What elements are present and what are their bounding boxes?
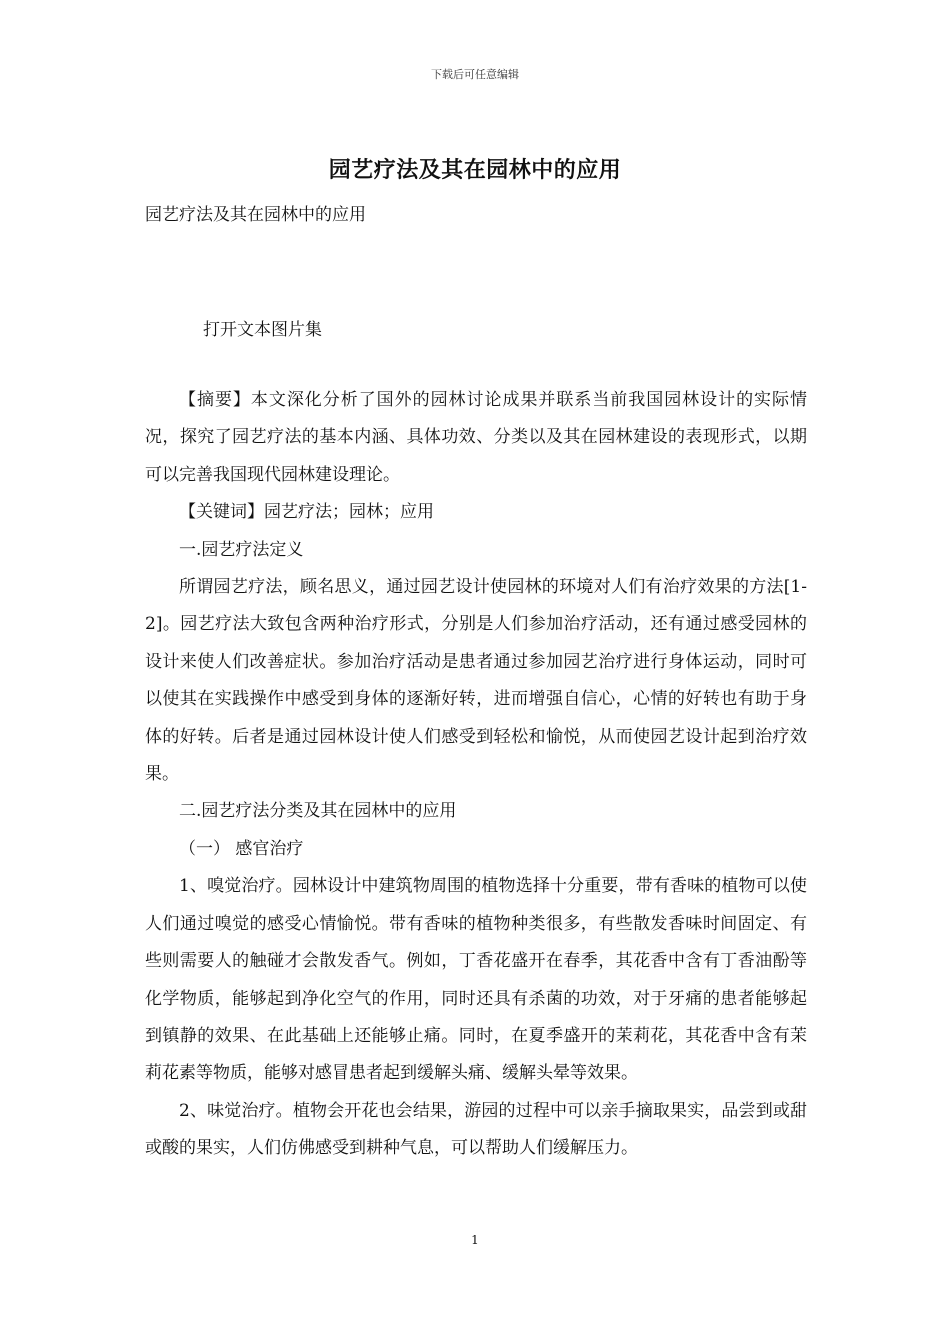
document-body xyxy=(145,382,807,1168)
abstract-paragraph: 【摘要】本文深化分析了国外的园林讨论成果并联系当前我国园林设计的实际情况，探究了园艺疗法的基本内涵、具体功效、分类以及其在园林建设的表现形式，以期可以完善我国现代园林建设理论。 xyxy=(145,390,807,485)
open-image-gallery-link[interactable]: 打开文本图片集 xyxy=(203,320,322,340)
document-title: 园艺疗法及其在园林中的应用 xyxy=(328,157,622,183)
section-heading-classification: 二.园艺疗法分类及其在园林中的应用 xyxy=(179,801,457,822)
section-heading-definition: 一.园艺疗法定义 xyxy=(179,539,304,560)
keywords-paragraph: 【关键词】园艺疗法；园林；应用 xyxy=(179,502,434,523)
taste-therapy-paragraph: 2、味觉治疗。植物会开花也会结果，游园的过程中可以亲手摘取果实，品尝到或甜或酸的果实，人们仿佛感受到耕种气息，可以帮助人们缓解压力。 xyxy=(145,1100,807,1159)
document-subtitle: 园艺疗法及其在园林中的应用 xyxy=(145,205,366,225)
smell-therapy-paragraph: 1、嗅觉治疗。园林设计中建筑物周围的植物选择十分重要，带有香味的植物可以使人们通过嗅觉的感受心情愉悦。带有香味的植物种类很多，有些散发香味时间固定、有些则需要人的触碰才会散发香气。例如，丁香花盛开在春季，其花香中含有丁香油酚等化学物质，能够起到净化空气的作用，同时还具有杀菌的功效，对于牙痛的患者能够起到镇静的效果、在此基础上还能够止痛。同时，在夏季盛开的茉莉花，其花香中含有茉莉花素等物质，能够对感冒患者起到缓解头痛、缓解头晕等效果。 xyxy=(145,876,807,1084)
page-number: 1 xyxy=(471,1233,479,1247)
definition-paragraph: 所谓园艺疗法，顾名思义，通过园艺设计使园林的环境对人们有治疗效果的方法[1-2]。园艺疗法大致包含两种治疗形式，分别是人们参加治疗活动，还有通过感受园林的设计来使人们改善症状。参加治疗活动是患者通过参加园艺治疗进行身体运动，同时可以使其在实践操作中感受到身体的逐渐好转，进而增强自信心，心情的好转也有助于身体的好转。后者是通过园林设计使人们感受到轻松和愉悦，从而使园艺设计起到治疗效果。 xyxy=(145,577,807,785)
subsection-heading-sensory: （一） 感官治疗 xyxy=(179,838,304,859)
header-note: 下载后可任意编辑 xyxy=(431,68,519,81)
